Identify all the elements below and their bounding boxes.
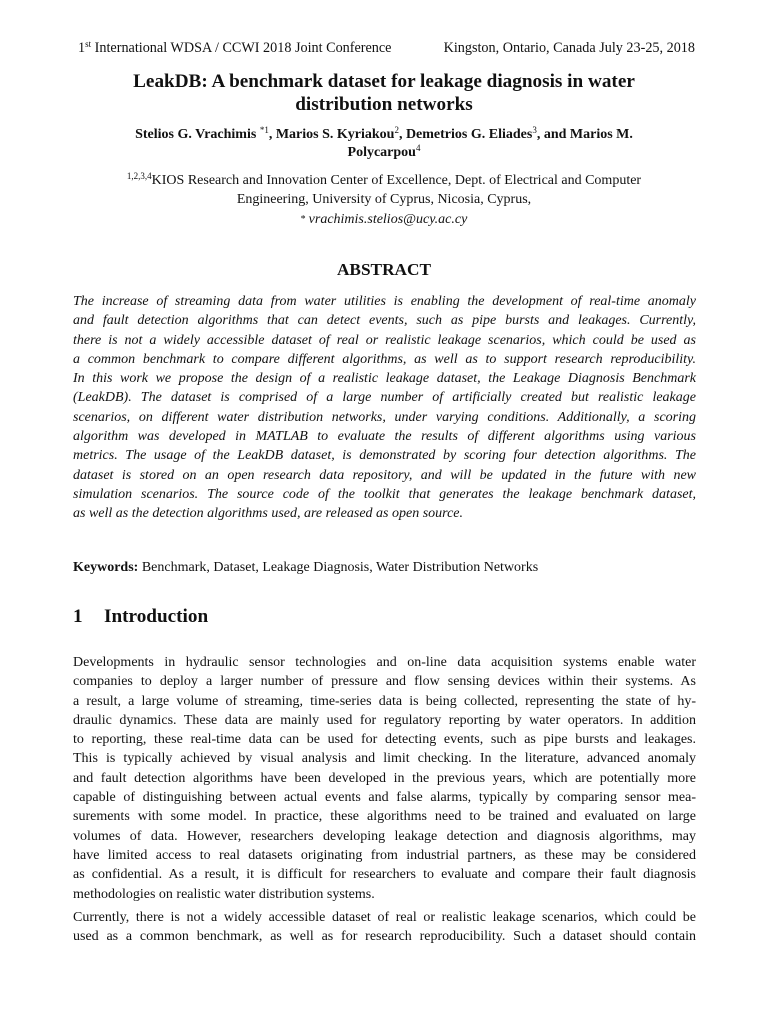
abstract-line: In this work we propose the design of a realistic leakage dataset, the Leakage Diagnosis Benchmark (73, 371, 696, 387)
affiliation (80, 172, 688, 209)
paragraph-line: have limited access to real datasets originating from industrial partners, as these may be considered (73, 847, 696, 863)
abstract-line: a common benchmark to compare different algorithms, as well as to support research reproducibility. (73, 351, 696, 367)
running-header (78, 39, 695, 57)
affiliation-line: Engineering, University of Cyprus, Nicosia, Cyprus, (236, 191, 532, 207)
intro-paragraph (73, 908, 696, 947)
keywords-text: Benchmark, Dataset, Leakage Diagnosis, Water Distribution Networks (138, 560, 539, 575)
author-list (80, 126, 688, 162)
email-address: vrachimis.stelios@ucy.ac.cy (308, 212, 468, 227)
keywords (73, 559, 696, 577)
abstract-line: scenarios, on different water distribution networks, under varying conditions. Additionally, a scoring (73, 409, 696, 425)
author-name: Polycarpou (347, 145, 416, 160)
paragraph-line: used as a common benchmark, as well as for research reproducibility. Such a dataset should contain (73, 929, 696, 945)
conference-name: 1st International WDSA / CCWI 2018 Joint Conference (78, 39, 392, 56)
affiliation-marker: 1,2,3,4 (126, 171, 152, 181)
paragraph-line: volumes of data. However, researchers developing leakage detection and diagnosis algorithms, may (73, 828, 696, 844)
paper-title (70, 71, 698, 116)
paragraph-line: and fault detection algorithms have been developed in the previous years, which are potentially more (73, 770, 696, 786)
paragraph-line: methodologies on realistic water distribution systems. (73, 886, 375, 902)
corresponding-email (80, 211, 688, 229)
affiliation-line: $^{1,2,3,4}$KIOS Research and Innovation Center of Excellence, Dept. of Electrical and Computer (126, 171, 642, 188)
section-number: 1 (73, 606, 83, 627)
abstract-line: and fault detection algorithms that can detect events, such as pipe bursts and leakages. Currently, (73, 313, 696, 329)
abstract-line: (LeakDB). The dataset is comprised of a large number of artificially created but realistic leakage (73, 390, 696, 406)
author-marker: 3 (532, 125, 537, 135)
paragraph-line: companies to deploy a larger number of pressure and flow sensing devices within their systems. As (73, 674, 696, 690)
paragraph-line: a result, a large volume of streaming, time-series data is being collected, representing the state of hy- (73, 693, 696, 709)
conference-location-dates: Kingston, Ontario, Canada July 23-25, 2018 (443, 40, 695, 56)
author-name: , and Marios M. (536, 127, 633, 142)
author-line (80, 126, 688, 144)
paragraph-line: to reporting, these real-time data can be used for detecting events, such as pipe bursts and leakages. (73, 732, 696, 748)
abstract-text (73, 292, 696, 524)
intro-paragraph (73, 653, 696, 904)
email-marker: * (300, 214, 306, 225)
author-name: , Demetrios G. Eliades (398, 127, 533, 142)
paragraph-line: Developments in hydraulic sensor technologies and on-line data acquisition systems enable water (73, 655, 696, 670)
abstract-line: algorithm was developed in MATLAB to evaluate the results of different algorithms using various (73, 429, 696, 445)
section-title: Introduction (104, 606, 209, 627)
title-line: LeakDB: A benchmark dataset for leakage diagnosis in water (133, 71, 635, 92)
paragraph-line: capable of distinguishing between actual events and false alarms, typically by comparing sensor mea- (73, 790, 696, 806)
author-marker: 4 (415, 143, 421, 153)
paragraph-line: draulic dynamics. These data are mainly used for regulatory reporting by water operators. In addition (73, 712, 696, 728)
author-marker: 2 (394, 125, 399, 135)
paragraph-line: as confidential. As a result, it is difficult for researchers to evaluate and compare their fault diagnosis (73, 867, 696, 883)
paragraph-line: This is typically achieved by visual analysis and limit checking. In the literature, advanced anomaly (73, 751, 696, 767)
abstract-line: there is not a widely accessible dataset of real or realistic leakage scenarios, which could be used as (73, 332, 696, 348)
abstract-line: dataset is stored on an open research data repository, and will be updated in the future with new (73, 467, 696, 483)
section-heading (73, 605, 208, 629)
abstract-line: The increase of streaming data from water utilities is enabling the development of real-time anomaly (73, 294, 696, 309)
paragraph-line: surements with some model. In practice, these algorithms need to be trained and evaluated on large (73, 809, 696, 825)
title-line: distribution networks (295, 93, 473, 115)
author-marker: *1 (259, 125, 269, 135)
keywords-label: Keywords: (73, 560, 139, 575)
author-name: , Marios S. Kyriakou (268, 127, 395, 142)
author-name: Stelios G. Vrachimis (135, 127, 260, 142)
abstract-heading: ABSTRACT (336, 260, 432, 279)
abstract-line: simulation scenarios. The source code of the toolkit that generates the leakage benchmark dataset, (73, 486, 696, 502)
paragraph-line: Currently, there is not a widely accessible dataset of real or realistic leakage scenarios, which could be (73, 910, 696, 925)
abstract-line: as well as the detection algorithms used, are released as open source. (73, 506, 463, 522)
author-line (80, 144, 688, 162)
abstract-line: metrics. The usage of the LeakDB dataset, is demonstrated by scoring four detection algorithms. The (73, 448, 696, 464)
